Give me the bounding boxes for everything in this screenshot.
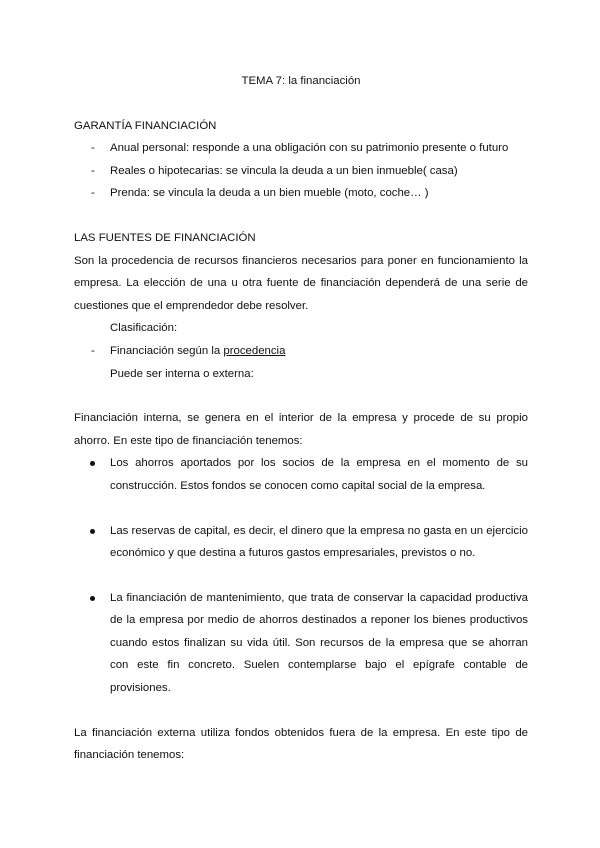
document-title: TEMA 7: la financiación (241, 75, 361, 87)
list-item (74, 520, 528, 565)
criterion-prefix: Financiación según la (110, 344, 224, 357)
list-item (74, 587, 528, 700)
list-item-text: Prenda: se vincula la deuda a un bien mueble (moto, coche… ) (110, 187, 429, 200)
criterion-underlined-term: procedencia (223, 344, 286, 357)
criterion-note: Puede ser interna o externa: (110, 367, 254, 380)
internal-financing-list (74, 452, 528, 497)
list-item (74, 137, 528, 160)
document-body (74, 70, 528, 767)
list-item-text: Anual personal: responde a una obligación con su patrimonio presente o futuro (110, 142, 509, 155)
list-marker: - (91, 142, 95, 155)
spacer (74, 700, 528, 722)
bullet-icon (90, 461, 95, 466)
bullet-icon (90, 596, 95, 601)
classification-label: Clasificación: (110, 322, 178, 335)
fuentes-intro-paragraph: Son la procedencia de recursos financieros necesarios para poner en funcionamiento la empresa. La elección de una u otra fuente de financiación dependerá de una serie de cuestiones que el emprendedor debe resolver. (74, 254, 528, 312)
list-item (74, 452, 528, 497)
list-marker: - (91, 187, 95, 200)
list-item-text: La financiación de mantenimiento, que trata de conservar la capacidad productiva de la empresa por medio de ahorros destinados a reponer los bienes productivos cuando estos finalizan su vida útil. Son recursos de la empresa que se ahorran con este fin concreto. Suelen contemplarse bajo el epígrafe contable de provisiones. (110, 591, 528, 695)
spacer (74, 498, 528, 520)
bullet-icon (90, 529, 95, 534)
list-marker: - (91, 164, 95, 177)
section-heading-fuentes: LAS FUENTES DE FINANCIACIÓN (74, 231, 256, 244)
internal-financing-list (74, 587, 528, 700)
spacer (74, 385, 528, 407)
internal-financing-list (74, 520, 528, 565)
list-item (74, 182, 528, 205)
list-marker: - (91, 344, 95, 357)
list-item-text: Los ahorros aportados por los socios de la empresa en el momento de su construcción. Estos fondos se conocen como capital social de la empresa. (110, 457, 528, 492)
spacer (74, 565, 528, 587)
list-item-text: Las reservas de capital, es decir, el dinero que la empresa no gasta en un ejercicio económico y que destina a futuros gastos empresariales, previstos o no. (110, 524, 528, 560)
garantia-list (74, 137, 528, 205)
list-item (74, 340, 528, 363)
internal-financing-paragraph: Financiación interna, se genera en el interior de la empresa y procede de su propio ahorro. En este tipo de financiación tenemos: (74, 412, 528, 447)
list-item-text: Reales o hipotecarias: se vincula la deuda a un bien inmueble( casa) (110, 164, 458, 177)
section-heading-garantia: GARANTÍA FINANCIACIÓN (74, 119, 217, 132)
spacer (74, 205, 528, 227)
criterion-list (74, 340, 528, 363)
list-item (74, 160, 528, 183)
external-financing-paragraph: La financiación externa utiliza fondos obtenidos fuera de la empresa. En este tipo de financiación tenemos: (74, 726, 528, 762)
